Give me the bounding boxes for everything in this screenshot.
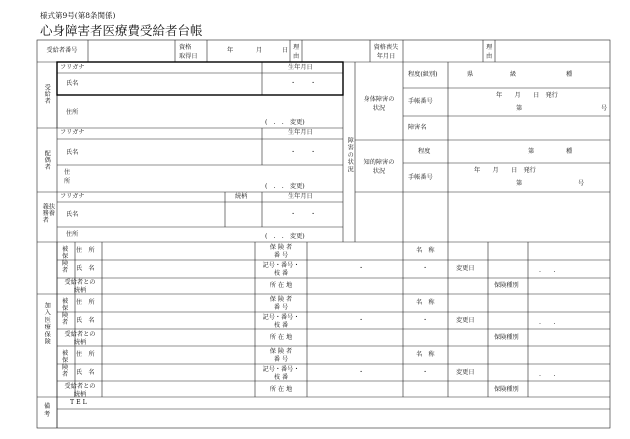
spouse-furigana-label: フリガナ: [60, 129, 85, 136]
location-label-3: 所 在 地: [269, 386, 293, 393]
insurer-number-label-2: 保 険 者 番 号: [269, 296, 293, 312]
dependent-group-label: 扶養 義務者: [41, 203, 55, 224]
dependent-birth-dot1: ・: [290, 211, 297, 218]
handbook2-issue-date: 年 月 日 発行: [474, 167, 536, 174]
dependent-change-note: ( . . 変更): [265, 233, 305, 240]
recipient-change-note: ( . . 変更): [265, 119, 305, 126]
dependent-address-label: 住所: [66, 231, 79, 238]
change-date-label-2: 変更日: [456, 317, 475, 324]
insurer-number-label-1: 保 険 者 番 号: [269, 244, 293, 260]
location-label-1: 所 在 地: [269, 282, 293, 289]
loss-date-label: 資格喪失 年月日: [373, 44, 399, 60]
symbol-dot-a-2: ・: [358, 317, 365, 324]
change-date-dots-2: . .: [539, 319, 556, 326]
physical-disability-label: 身体障害の 状況: [363, 96, 395, 112]
spouse-name-label: 氏名: [66, 149, 79, 156]
symbol-number-label-3: 記号・番号・ 枝 番: [262, 366, 300, 382]
insured-name-label-2: 氏 名: [76, 317, 95, 324]
spouse-change-note: ( . . 変更): [265, 183, 305, 190]
symbol-number-label-1: 記号・番号・ 枝 番: [262, 262, 300, 278]
handbook-issue-date: 年 月 日 発行: [496, 92, 558, 99]
recipient-birth-dot2: ・: [310, 80, 317, 87]
degree-label: 程度: [418, 148, 431, 155]
insured-address-label-3: 住 所: [76, 351, 95, 358]
recipient-address-label: 住所: [66, 109, 79, 116]
grade-label: 級: [510, 71, 517, 78]
class-label: 種: [566, 71, 573, 78]
symbol-dot-b-2: ・: [422, 317, 429, 324]
recipient-group-label: 受給者: [43, 84, 51, 105]
reason-label: 理 由: [293, 44, 300, 60]
insured-relation-label-1: 受給者との 続柄: [64, 279, 96, 295]
disability-level-label: 程度(級別): [408, 71, 438, 78]
insurance-type-label-3: 保険種別: [494, 386, 519, 393]
disability-status-vertical: 障害の状況: [346, 137, 354, 173]
pref-label: 県: [467, 71, 474, 78]
insured-label-2: 被 保 険 者: [62, 298, 69, 327]
day-label: 日: [282, 47, 289, 54]
form-number: 様式第9号(第8条関係): [40, 11, 116, 20]
recipient-name-label: 氏名: [66, 80, 79, 87]
tel-label: T E L: [70, 399, 87, 406]
month-label: 月: [256, 47, 263, 54]
symbol-dot-a-1: ・: [358, 265, 365, 272]
handbook2-go: 号: [578, 180, 585, 187]
insurance-type-label-1: 保険種別: [494, 282, 519, 289]
dependent-furigana-label: フリガナ: [60, 193, 85, 200]
dependent-relation-label: 続柄: [235, 193, 248, 200]
insured-address-label-2: 住 所: [76, 299, 95, 306]
insured-name-label-3: 氏 名: [76, 369, 95, 376]
dependent-birth-dot2: ・: [310, 211, 317, 218]
change-date-dots-3: . .: [539, 371, 556, 378]
degree-class: 種: [566, 148, 573, 155]
change-date-label-3: 変更日: [456, 369, 475, 376]
handbook-number-label: 手帳番号: [408, 98, 433, 105]
year-label: 年: [227, 47, 234, 54]
dependent-birth-label: 生年月日: [288, 193, 313, 200]
handbook-dai: 第: [516, 105, 523, 112]
handbook2-number-label: 手帳番号: [408, 174, 433, 181]
insurance-vertical-label: 加入医療保険: [43, 302, 51, 346]
spouse-birth-label: 生年月日: [288, 129, 313, 136]
reason2-label: 理 由: [486, 44, 493, 60]
disability-name-label: 障害名: [408, 124, 427, 131]
insured-name-label-1: 氏 名: [76, 265, 95, 272]
recipient-number-label: 受給者番号: [46, 47, 78, 54]
insurer-name-label-1: 名 称: [416, 247, 435, 254]
insured-label-1: 被 保 険 者: [62, 246, 69, 275]
insured-address-label-1: 住 所: [76, 247, 95, 254]
insurance-type-label-2: 保険種別: [494, 334, 519, 341]
spouse-address-label: 住 所: [64, 169, 71, 185]
handbook2-dai: 第: [516, 180, 523, 187]
recipient-birth-label: 生年月日: [288, 64, 313, 71]
degree-dai: 第: [528, 148, 535, 155]
form-title: 心身障害者医療費受給者台帳: [40, 23, 203, 38]
spouse-birth-dot1: ・: [290, 149, 297, 156]
insurer-name-label-2: 名 称: [416, 299, 435, 306]
symbol-dot-b-1: ・: [422, 265, 429, 272]
location-label-2: 所 在 地: [269, 334, 293, 341]
remarks-label: 備 考: [44, 403, 51, 419]
recipient-birth-dot1: ・: [290, 80, 297, 87]
insurer-name-label-3: 名 称: [416, 351, 435, 358]
qualification-date-label: 資格 取得日: [179, 44, 198, 60]
symbol-dot-a-3: ・: [358, 369, 365, 376]
change-date-label-1: 変更日: [456, 265, 475, 272]
symbol-dot-b-3: ・: [422, 369, 429, 376]
recipient-furigana-label: フリガナ: [60, 64, 85, 71]
spouse-birth-dot2: ・: [310, 149, 317, 156]
spouse-group-label: 配偶者: [43, 150, 51, 171]
handbook-go: 号: [601, 105, 608, 112]
insured-relation-label-3: 受給者との 続柄: [64, 383, 96, 399]
dependent-name-label: 氏名: [66, 211, 79, 218]
insured-relation-label-2: 受給者との 続柄: [64, 331, 96, 347]
symbol-number-label-2: 記号・番号・ 枝 番: [262, 314, 300, 330]
intellectual-disability-label: 知的障害の 状況: [363, 159, 395, 175]
insurer-number-label-3: 保 険 者 番 号: [269, 348, 293, 364]
change-date-dots-1: . .: [539, 267, 556, 274]
insured-label-3: 被 保 険 者: [62, 350, 69, 379]
